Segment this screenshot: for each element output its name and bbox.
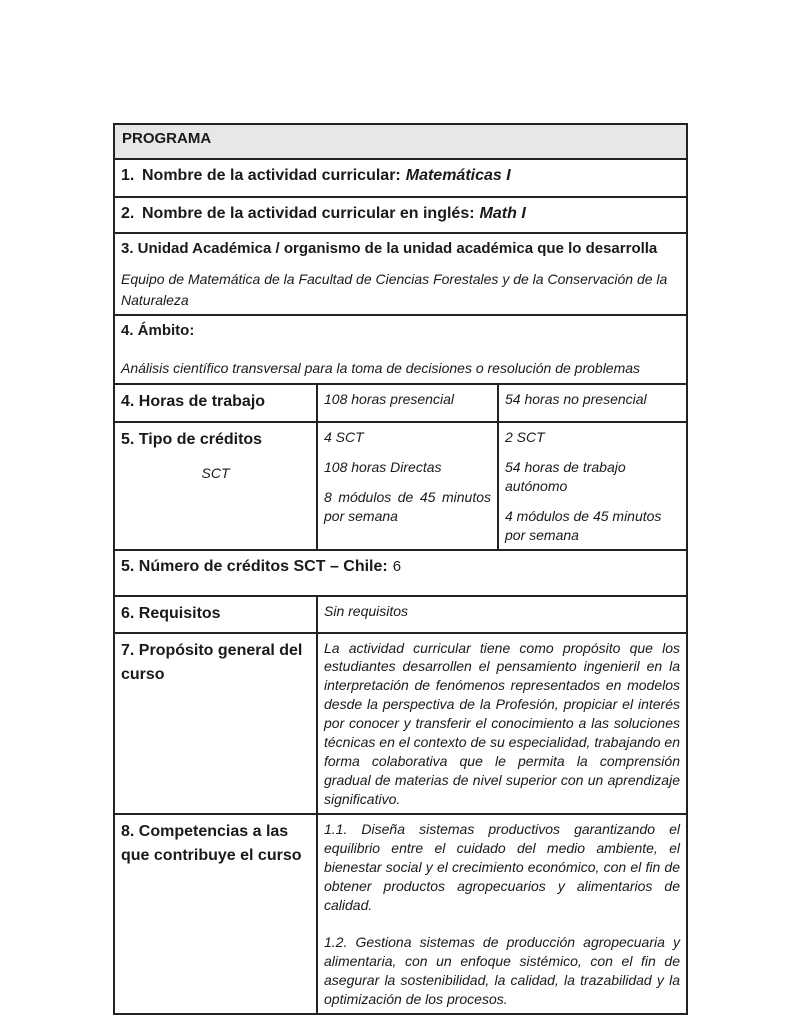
work-hours-label: 4. Horas de trabajo xyxy=(121,392,266,410)
competencies-body xyxy=(316,815,686,1013)
credit-line: 8 módulos de 45 minutos por semana xyxy=(324,488,491,524)
credit-type-label xyxy=(115,423,316,549)
table-header-row xyxy=(115,125,686,158)
row-competencies xyxy=(115,813,686,1013)
credit-type-autonomous-cell xyxy=(497,423,686,549)
ambito-body: Análisis científico transversal para la toma de decisiones o resolución de problemas xyxy=(121,360,641,376)
credit-type-sct-sublabel: SCT xyxy=(201,464,230,481)
credit-type-presential-cell xyxy=(316,423,497,549)
row-credit-type xyxy=(115,421,686,549)
competency-item: 1.2. Gestiona sistemas de producción agropecuaria y alimentaria, con un enfoque sistémico, con el fin de asegurar la sostenibilidad, la calidad, la trazabilidad y la optimización de los procesos. xyxy=(324,933,680,1007)
course-name-english-label: Nombre de la actividad curricular en inglés: xyxy=(142,205,475,222)
course-name-label: Nombre de la actividad curricular: xyxy=(142,167,401,184)
course-name-value: Matemáticas I xyxy=(405,167,511,184)
requirements-value: Sin requisitos xyxy=(316,597,686,632)
row-number: 1. xyxy=(121,167,135,184)
course-purpose-label: 7. Propósito general del curso xyxy=(121,641,303,683)
academic-unit-title: 3. Unidad Académica / organismo de la unidad académica que lo desarrolla xyxy=(121,240,658,257)
program-table xyxy=(113,123,688,1015)
work-hours-presential: 108 horas presencial xyxy=(316,385,497,421)
credit-number-value: 6 xyxy=(392,557,402,575)
program-title: PROGRAMA xyxy=(122,130,212,147)
row-course-purpose xyxy=(115,632,686,813)
row-credit-number xyxy=(115,549,686,595)
credit-type-label-text: 5. Tipo de créditos xyxy=(121,430,263,448)
academic-unit-body: Equipo de Matemática de la Facultad de Ciencias Forestales y de la Conservación de la Naturaleza xyxy=(121,271,668,308)
credit-number-label: 5. Número de créditos SCT – Chile: xyxy=(121,557,388,575)
course-name-english-value: Math I xyxy=(479,205,526,222)
row-requirements xyxy=(115,595,686,632)
ambito-title: 4. Ámbito: xyxy=(121,322,195,339)
row-course-name-english xyxy=(115,196,686,232)
credit-line: 108 horas Directas xyxy=(324,458,442,475)
credit-line: 54 horas de trabajo autónomo xyxy=(505,458,626,494)
work-hours-non-presential: 54 horas no presencial xyxy=(497,385,686,421)
credit-line: 4 módulos de 45 minutos por semana xyxy=(505,507,662,543)
requirements-label: 6. Requisitos xyxy=(121,604,221,622)
row-number: 2. xyxy=(121,205,135,222)
competency-item: 1.1. Diseña sistemas productivos garantizando el equilibrio entre el cuidado del medio ambiente, el bienestar social y el crecimiento económico, con el fin de obtener productos agropecuarios y alimentarios de calidad. xyxy=(324,820,680,913)
competencies-label: 8. Competencias a las que contribuye el curso xyxy=(121,822,302,864)
credit-line: 4 SCT xyxy=(324,428,364,445)
row-course-name xyxy=(115,158,686,196)
course-purpose-body: La actividad curricular tiene como propósito que los estudiantes desarrollen el pensamiento ingenieril en la interpretación de fenómenos representados en modelos desde la perspectiva de la Profesión, propiciar el interés por conocer y transferir el conocimiento a las soluciones técnicas en el contexto de su especialidad, trabajando en forma colaborativa que le permita la comprensión gradual de materias de nivel superior con un aprendizaje significativo. xyxy=(316,634,686,813)
credit-line: 2 SCT xyxy=(505,428,545,445)
row-ambito xyxy=(115,314,686,383)
row-work-hours xyxy=(115,383,686,421)
row-academic-unit xyxy=(115,232,686,314)
